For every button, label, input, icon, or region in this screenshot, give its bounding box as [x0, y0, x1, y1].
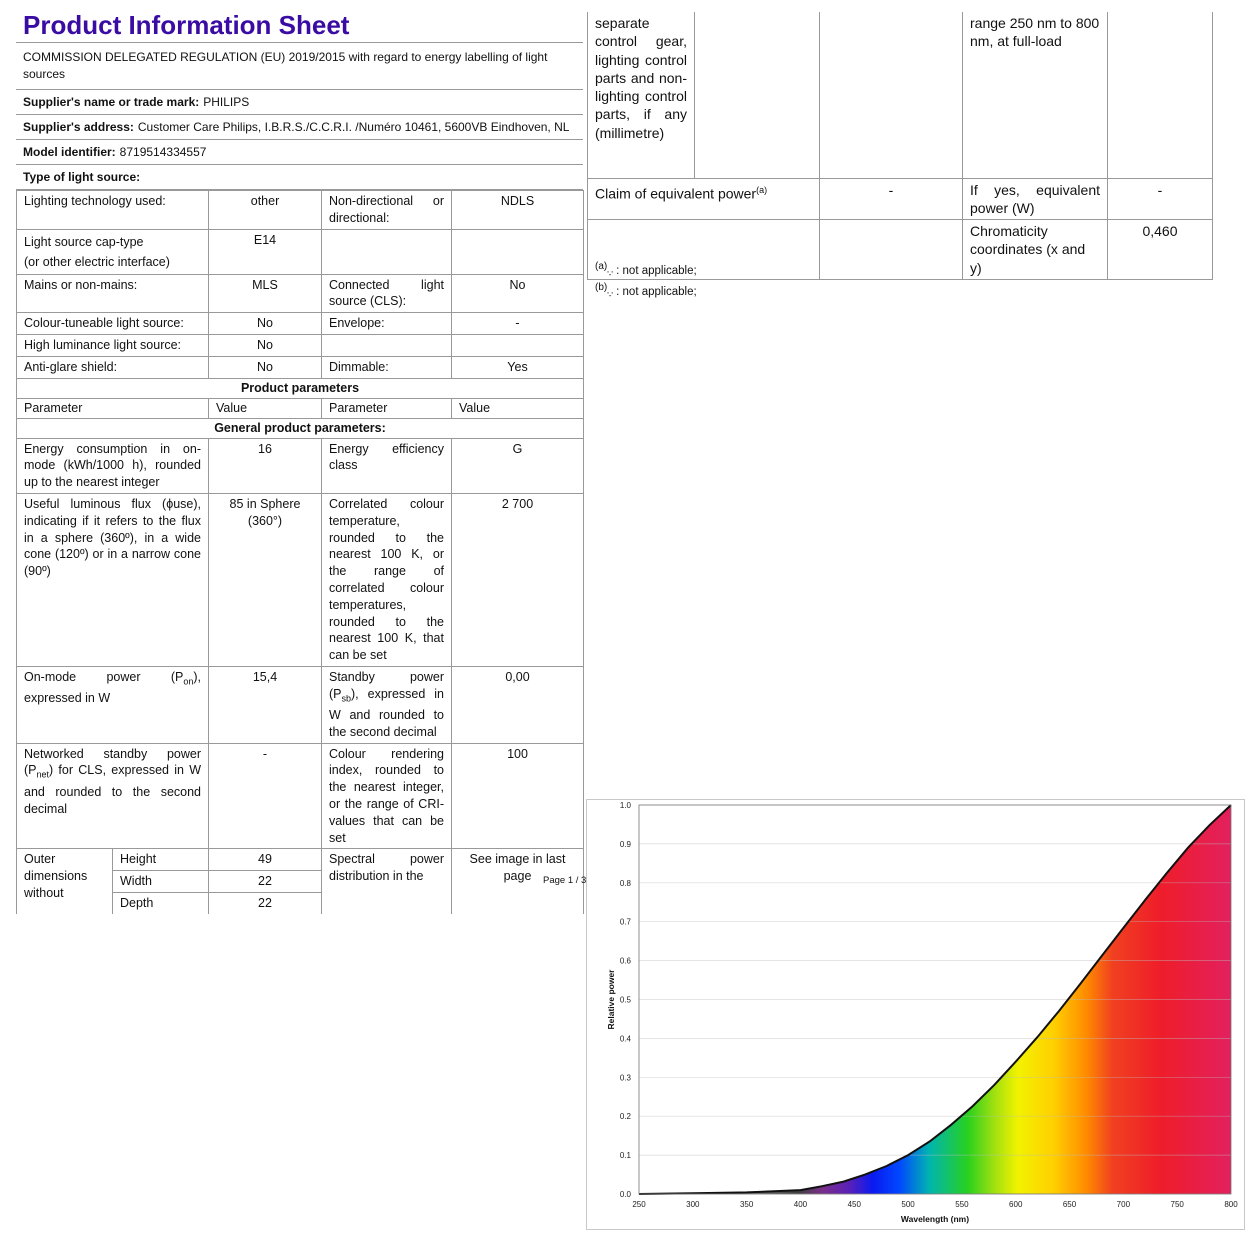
table-row	[17, 743, 584, 849]
cri-value: 100	[452, 743, 584, 849]
y-tick-label: 0.2	[619, 1112, 631, 1122]
footnote-b	[595, 282, 697, 300]
product-sheet-page-1	[16, 8, 583, 914]
x-tick-label: 600	[1009, 1200, 1023, 1209]
mains-value: MLS	[209, 274, 322, 313]
supplier-name-row	[16, 90, 583, 115]
footnote-dash: '-'	[607, 270, 613, 280]
col-parameter-header: Parameter	[17, 398, 209, 418]
tech-value: other	[209, 191, 322, 230]
luminance-value: No	[209, 334, 322, 356]
supplier-address: Customer Care Philips, I.B.R.S./C.C.R.I. /Numéro 10461, 5600VB Eindhoven, NL	[137, 120, 570, 134]
cap-label-line2: (or other electric interface)	[24, 254, 170, 269]
table-row	[17, 334, 584, 356]
cri-label: Colour rendering index, rounded to the nearest integer, or the range of CRI-values that can be set	[322, 743, 452, 849]
x-tick-label: 550	[955, 1200, 969, 1209]
tech-label: Lighting technology used:	[17, 191, 209, 230]
antiglare-value: No	[209, 356, 322, 378]
networked-standby-value: -	[209, 743, 322, 849]
table-row	[17, 274, 584, 313]
y-tick-label: 0.1	[619, 1151, 631, 1161]
directional-value: NDLS	[452, 191, 584, 230]
empty-cell	[1108, 12, 1213, 178]
onmode-power-value: 15,4	[209, 666, 322, 743]
footnote-b-mark: (b)	[595, 282, 608, 293]
x-tick-label: 500	[901, 1200, 915, 1209]
x-tick-label: 450	[847, 1200, 861, 1209]
empty-cell	[452, 334, 584, 356]
page-title: Product Information Sheet	[23, 10, 350, 40]
type-heading: Type of light source:	[23, 170, 141, 184]
table-row	[17, 849, 584, 871]
empty-cell	[820, 12, 963, 178]
cct-value: 2 700	[452, 493, 584, 666]
cls-label: Connected light source (CLS):	[322, 274, 452, 313]
x-tick-label: 800	[1224, 1200, 1238, 1209]
cls-value: No	[452, 274, 584, 313]
networked-standby-label	[17, 743, 209, 849]
luminous-flux-label: Useful luminous flux (ϕuse), indicating if it refers to the flux in a sphere (360º), in a wide cone (120º) or in a narrow cone (90º)	[17, 493, 209, 666]
model-label: Model identifier:	[23, 145, 116, 159]
y-tick-label: 0.5	[619, 995, 631, 1005]
footnote-dash: '-'	[607, 291, 613, 301]
supplier-address-label: Supplier's address:	[23, 120, 134, 134]
col-value-header: Value	[452, 398, 584, 418]
networked-label-b: ) for CLS, expressed in W and rounded to the second decimal	[24, 763, 201, 816]
onmode-label-b: ), expressed in W	[24, 669, 201, 706]
x-tick-label: 700	[1116, 1200, 1131, 1209]
table-row	[17, 191, 584, 230]
x-tick-label: 250	[632, 1200, 646, 1209]
cap-label	[17, 229, 209, 274]
chromaticity-label: Chromaticity coordinates (x and y)	[963, 220, 1108, 280]
table-row	[17, 356, 584, 378]
table-row	[17, 493, 584, 666]
x-tick-label: 400	[793, 1200, 808, 1209]
supplier-name-label: Supplier's name or trade mark:	[23, 95, 200, 109]
footnote-a	[595, 261, 697, 279]
width-value: 22	[209, 871, 322, 893]
y-tick-label: 0.8	[619, 878, 631, 888]
mains-label: Mains or non-mains:	[17, 274, 209, 313]
empty-cell	[452, 229, 584, 274]
colour-tuneable-label: Colour-tuneable light source:	[17, 313, 209, 335]
chart-svg	[587, 800, 1246, 1231]
spd-range-text: range 250 nm to 800 nm, at full-load	[963, 12, 1108, 178]
luminous-flux-value: 85 in Sphere (360°)	[209, 493, 322, 666]
onmode-sub: on	[183, 676, 194, 687]
product-sheet-continuation	[587, 12, 1212, 280]
spectral-power-chart	[586, 799, 1245, 1230]
footnote-text: : not applicable;	[612, 264, 697, 277]
width-label: Width	[113, 871, 209, 893]
empty-cell	[695, 12, 820, 178]
table-row	[588, 12, 1213, 178]
spd-value: See image in last page	[452, 849, 584, 914]
y-tick-label: 1.0	[619, 801, 631, 810]
antiglare-label: Anti-glare shield:	[17, 356, 209, 378]
claim-sup: (a)	[756, 184, 768, 195]
equivalent-power-value: -	[1108, 178, 1213, 220]
table-row	[588, 178, 1213, 220]
x-tick-label: 650	[1062, 1200, 1077, 1209]
envelope-value: -	[452, 313, 584, 335]
product-params-heading: Product parameters	[17, 378, 584, 398]
y-tick-label: 0.7	[619, 917, 631, 927]
standby-power-value: 0,00	[452, 666, 584, 743]
dimmable-value: Yes	[452, 356, 584, 378]
y-tick-label: 0.0	[619, 1190, 631, 1199]
efficiency-label: Energy efficiency class	[322, 438, 452, 493]
networked-label-a: Networked standby power (P	[24, 746, 201, 778]
efficiency-value: G	[452, 438, 584, 493]
empty-cell	[820, 220, 963, 280]
equivalent-power-label: If yes, equivalent power (W)	[963, 178, 1108, 220]
claim-label: Claim of equivalent power	[595, 185, 757, 202]
table-row	[17, 666, 584, 743]
onmode-power-label	[17, 666, 209, 743]
y-axis-label: Relative power	[606, 969, 616, 1030]
empty-cell	[322, 229, 452, 274]
y-tick-label: 0.3	[619, 1073, 631, 1083]
x-tick-label: 300	[686, 1200, 700, 1209]
cct-label: Correlated colour temperature, rounded to the nearest 100 K, or the range of correlated colour temperatures, rounded to the nearest 100 K, that can be set	[322, 493, 452, 666]
chart-plot-area	[606, 801, 1238, 1224]
table-row	[17, 229, 584, 274]
energy-consumption-label: Energy consumption in on-mode (kWh/1000 h), rounded up to the nearest integer	[17, 438, 209, 493]
standby-sub: sb	[341, 693, 352, 704]
directional-label: Non-directional or directional:	[322, 191, 452, 230]
x-tick-label: 750	[1170, 1200, 1184, 1209]
table-row	[17, 418, 584, 438]
continuation-table	[587, 12, 1213, 280]
height-value: 49	[209, 849, 322, 871]
table-row	[17, 438, 584, 493]
y-tick-label: 0.9	[619, 839, 631, 849]
standby-power-label	[322, 666, 452, 743]
specs-table	[16, 190, 587, 914]
y-tick-label: 0.6	[619, 956, 631, 966]
energy-consumption-value: 16	[209, 438, 322, 493]
height-label: Height	[113, 849, 209, 871]
col-parameter-header: Parameter	[322, 398, 452, 418]
table-row	[17, 313, 584, 335]
footnote-a-mark: (a)	[595, 261, 608, 272]
col-value-header: Value	[209, 398, 322, 418]
cap-label-line1: Light source cap-type	[24, 234, 144, 249]
empty-cell	[322, 334, 452, 356]
supplier-name: PHILIPS	[203, 95, 250, 109]
regulation-text: COMMISSION DELEGATED REGULATION (EU) 2019/2015 with regard to energy labelling of light sources	[16, 42, 583, 90]
colour-tuneable-value: No	[209, 313, 322, 335]
claim-equivalent-power-value: -	[820, 178, 963, 220]
onmode-label-a: On-mode power (P	[24, 669, 184, 684]
cap-value: E14	[209, 229, 322, 274]
supplier-address-row	[16, 115, 583, 140]
chromaticity-value: 0,460	[1108, 220, 1213, 280]
depth-label: Depth	[113, 893, 209, 914]
type-heading-row	[16, 165, 583, 190]
outer-dimensions-label: Outer dimensions without	[17, 849, 113, 914]
luminance-label: High luminance light source:	[17, 334, 209, 356]
spd-label: Spectral power distribution in the	[322, 849, 452, 914]
standby-label-b: ), expressed in W and rounded to the second decimal	[329, 686, 444, 739]
table-row	[17, 398, 584, 418]
footnote-text: : not applicable;	[612, 285, 697, 298]
envelope-label: Envelope:	[322, 313, 452, 335]
dimmable-label: Dimmable:	[322, 356, 452, 378]
depth-value: 22	[209, 893, 322, 914]
model-row	[16, 140, 583, 165]
x-tick-label: 350	[739, 1200, 754, 1209]
table-row	[17, 378, 584, 398]
claim-equivalent-power-label	[588, 178, 820, 220]
y-tick-label: 0.4	[619, 1034, 631, 1044]
networked-sub: net	[36, 769, 50, 780]
general-params-heading: General product parameters:	[17, 418, 584, 438]
model-identifier: 8719514334557	[119, 145, 207, 159]
x-axis-label: Wavelength (nm)	[900, 1214, 970, 1224]
page-number: Page 1 / 3	[543, 875, 587, 886]
separate-control-gear-label: separate control gear, lighting control parts and non-lighting control parts, if any (millimetre)	[588, 12, 695, 178]
standby-label-a: Standby power (P	[329, 669, 444, 701]
